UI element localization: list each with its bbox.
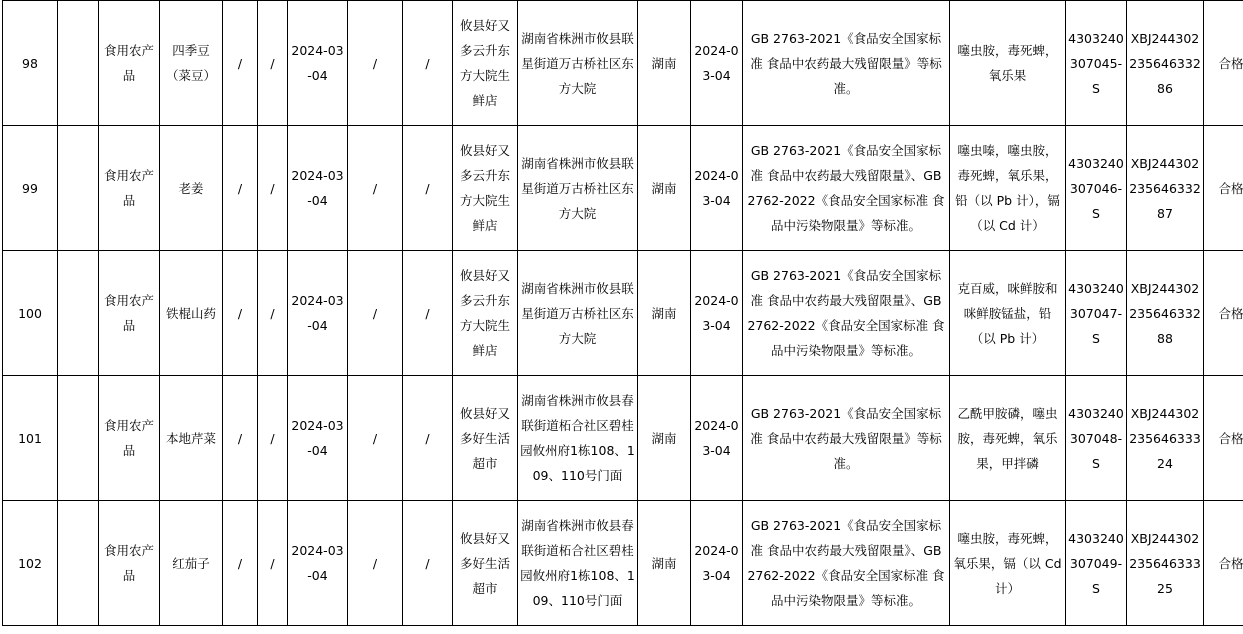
sample-code-cell: 4303240307046-S	[1066, 126, 1127, 251]
sampling-date-cell: 2024-03-04	[691, 376, 743, 501]
result-cell: 合格	[1204, 126, 1243, 251]
table-row	[3, 501, 1243, 626]
blank-cell	[58, 126, 99, 251]
sample-code-cell: 4303240307047-S	[1066, 251, 1127, 376]
table-row	[3, 251, 1243, 376]
producer-name-cell: /	[348, 126, 403, 251]
sample-code-cell: 4303240307045-S	[1066, 1, 1127, 126]
brand-cell: /	[258, 501, 288, 626]
category-cell: 食用农产品	[99, 501, 160, 626]
result-cell: 合格	[1204, 1, 1243, 126]
sample-code-cell: 4303240307049-S	[1066, 501, 1127, 626]
production-date-cell: 2024-03-04	[288, 251, 348, 376]
producer-name-cell: /	[348, 251, 403, 376]
standard-cell: GB 2763-2021《食品安全国家标准 食品中农药最大残留限量》等标准。	[743, 376, 950, 501]
producer-address-cell: /	[403, 376, 453, 501]
brand-cell: /	[258, 251, 288, 376]
seller-address-cell: 湖南省株洲市攸县联星街道万古桥社区东方大院	[518, 251, 638, 376]
producer-address-cell: /	[403, 1, 453, 126]
spec-cell: /	[223, 1, 258, 126]
test-items-cell: 噻虫胺，毒死蜱，氧乐果，镉（以 Cd 计）	[950, 501, 1066, 626]
producer-address-cell: /	[403, 501, 453, 626]
sampling-date-cell: 2024-03-04	[691, 501, 743, 626]
brand-cell: /	[258, 376, 288, 501]
standard-cell: GB 2763-2021《食品安全国家标准 食品中农药最大残留限量》、GB 2762-2022《食品安全国家标准 食品中污染物限量》等标准。	[743, 126, 950, 251]
province-cell: 湖南	[638, 376, 691, 501]
product-name-cell: 老姜	[160, 126, 223, 251]
province-cell: 湖南	[638, 1, 691, 126]
result-cell: 合格	[1204, 376, 1243, 501]
product-name-cell: 本地芹菜	[160, 376, 223, 501]
product-name-cell: 红茄子	[160, 501, 223, 626]
blank-cell	[58, 501, 99, 626]
production-date-cell: 2024-03-04	[288, 126, 348, 251]
result-cell: 合格	[1204, 251, 1243, 376]
spec-cell: /	[223, 251, 258, 376]
row-number: 101	[3, 376, 58, 501]
test-items-cell: 乙酰甲胺磷，噻虫胺，毒死蜱，氧乐果，甲拌磷	[950, 376, 1066, 501]
province-cell: 湖南	[638, 126, 691, 251]
table-row	[3, 376, 1243, 501]
sampling-date-cell: 2024-03-04	[691, 126, 743, 251]
production-date-cell: 2024-03-04	[288, 376, 348, 501]
table-body	[3, 1, 1243, 626]
category-cell: 食用农产品	[99, 376, 160, 501]
test-items-cell: 克百威，咪鲜胺和咪鲜胺锰盐，铅（以 Pb 计）	[950, 251, 1066, 376]
producer-address-cell: /	[403, 251, 453, 376]
table-row	[3, 126, 1243, 251]
seller-name-cell: 攸县好又多云升东方大院生鲜店	[453, 126, 518, 251]
seller-address-cell: 湖南省株洲市攸县春联街道柘合社区碧桂园攸州府1栋108、109、110号门面	[518, 501, 638, 626]
row-number: 102	[3, 501, 58, 626]
province-cell: 湖南	[638, 501, 691, 626]
blank-cell	[58, 1, 99, 126]
seller-name-cell: 攸县好又多云升东方大院生鲜店	[453, 1, 518, 126]
inspection-results-table	[2, 0, 1243, 626]
brand-cell: /	[258, 1, 288, 126]
product-name-cell: 四季豆（菜豆）	[160, 1, 223, 126]
product-name-cell: 铁棍山药	[160, 251, 223, 376]
test-items-cell: 噻虫嗪，噻虫胺，毒死蜱，氧乐果，铅（以 Pb 计），镉（以 Cd 计）	[950, 126, 1066, 251]
seller-name-cell: 攸县好又多好生活超市	[453, 376, 518, 501]
province-cell: 湖南	[638, 251, 691, 376]
row-number: 99	[3, 126, 58, 251]
seller-address-cell: 湖南省株洲市攸县春联街道柘合社区碧桂园攸州府1栋108、109、110号门面	[518, 376, 638, 501]
brand-cell: /	[258, 126, 288, 251]
row-number: 98	[3, 1, 58, 126]
sampling-date-cell: 2024-03-04	[691, 1, 743, 126]
standard-cell: GB 2763-2021《食品安全国家标准 食品中农药最大残留限量》、GB 2762-2022《食品安全国家标准 食品中污染物限量》等标准。	[743, 501, 950, 626]
category-cell: 食用农产品	[99, 251, 160, 376]
report-code-cell: XBJ24430223564633286	[1127, 1, 1204, 126]
seller-name-cell: 攸县好又多好生活超市	[453, 501, 518, 626]
test-items-cell: 噻虫胺，毒死蜱，氧乐果	[950, 1, 1066, 126]
sample-code-cell: 4303240307048-S	[1066, 376, 1127, 501]
spec-cell: /	[223, 376, 258, 501]
row-number: 100	[3, 251, 58, 376]
report-code-cell: XBJ24430223564633324	[1127, 376, 1204, 501]
spec-cell: /	[223, 126, 258, 251]
producer-name-cell: /	[348, 1, 403, 126]
report-code-cell: XBJ24430223564633288	[1127, 251, 1204, 376]
result-cell: 合格	[1204, 501, 1243, 626]
blank-cell	[58, 251, 99, 376]
report-code-cell: XBJ24430223564633325	[1127, 501, 1204, 626]
producer-name-cell: /	[348, 501, 403, 626]
category-cell: 食用农产品	[99, 126, 160, 251]
sampling-date-cell: 2024-03-04	[691, 251, 743, 376]
standard-cell: GB 2763-2021《食品安全国家标准 食品中农药最大残留限量》、GB 2762-2022《食品安全国家标准 食品中污染物限量》等标准。	[743, 251, 950, 376]
blank-cell	[58, 376, 99, 501]
category-cell: 食用农产品	[99, 1, 160, 126]
seller-address-cell: 湖南省株洲市攸县联星街道万古桥社区东方大院	[518, 1, 638, 126]
table-row	[3, 1, 1243, 126]
producer-address-cell: /	[403, 126, 453, 251]
seller-name-cell: 攸县好又多云升东方大院生鲜店	[453, 251, 518, 376]
standard-cell: GB 2763-2021《食品安全国家标准 食品中农药最大残留限量》等标准。	[743, 1, 950, 126]
production-date-cell: 2024-03-04	[288, 1, 348, 126]
spec-cell: /	[223, 501, 258, 626]
producer-name-cell: /	[348, 376, 403, 501]
production-date-cell: 2024-03-04	[288, 501, 348, 626]
seller-address-cell: 湖南省株洲市攸县联星街道万古桥社区东方大院	[518, 126, 638, 251]
report-code-cell: XBJ24430223564633287	[1127, 126, 1204, 251]
